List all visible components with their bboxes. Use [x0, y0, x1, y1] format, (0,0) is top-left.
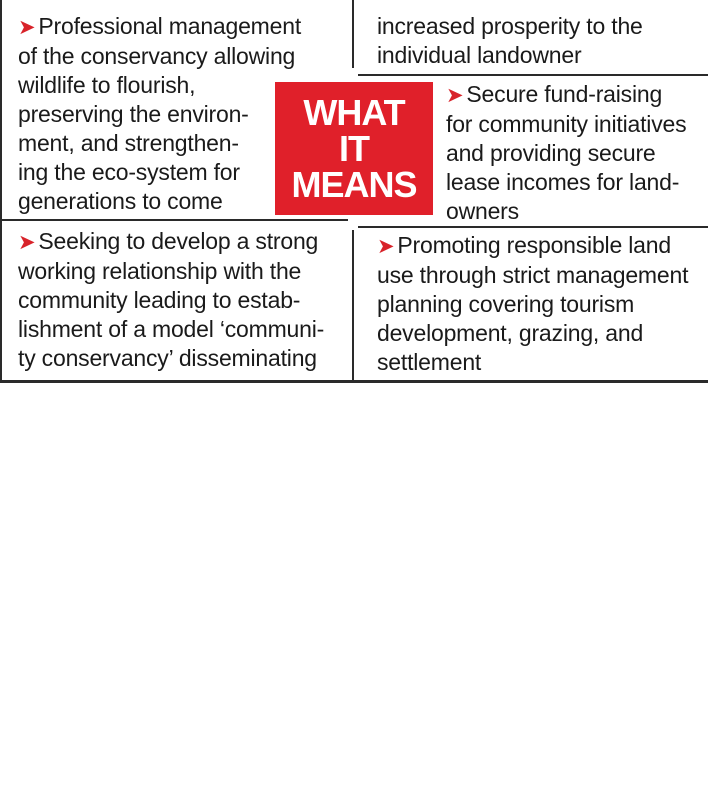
secure-fund-raising-item: [446, 80, 686, 226]
item-text-line: for community initiatives: [446, 111, 687, 137]
left-border: [0, 0, 2, 383]
right-top-divider: [358, 74, 708, 76]
item-text-line: planning covering tourism: [377, 291, 635, 317]
item-text-line: Seeking to develop a strong: [38, 228, 319, 254]
badge-line: IT: [339, 127, 369, 169]
what-it-means-panel: [0, 0, 708, 384]
left-middle-divider: [0, 219, 348, 221]
item-text-line: ty conservancy’ disseminating: [18, 345, 317, 371]
responsible-land-use-item: [377, 231, 688, 377]
arrow-bullet-icon: ➤: [446, 84, 464, 107]
arrow-bullet-icon: ➤: [377, 235, 395, 258]
item-text-line: preserving the environ-: [18, 101, 249, 127]
bottom-border: [0, 380, 708, 383]
arrow-bullet-icon: ➤: [18, 16, 36, 39]
badge-line: MEANS: [291, 163, 417, 205]
professional-management-item: [18, 12, 301, 216]
item-text-line: individual landowner: [377, 42, 582, 68]
item-text-line: ing the eco-system for: [18, 159, 240, 185]
what-it-means-badge: [275, 82, 433, 215]
item-text-line: development, grazing, and: [377, 320, 644, 346]
increased-prosperity-item: [377, 12, 643, 70]
item-text-line: generations to come: [18, 188, 223, 214]
badge-line: WHAT: [303, 91, 405, 133]
item-text-line: of the conservancy allowing: [18, 43, 296, 69]
item-text-line: settlement: [377, 349, 482, 375]
item-text-line: lishment of a model ‘communi-: [18, 316, 325, 342]
item-text-line: Professional management: [38, 13, 302, 39]
item-text-line: use through strict management: [377, 262, 689, 288]
item-text-line: working relationship with the: [18, 258, 302, 284]
item-text-line: lease incomes for land-: [446, 169, 680, 195]
center-divider-bottom: [352, 230, 354, 382]
item-text-line: increased prosperity to the: [377, 13, 643, 39]
right-middle-divider: [358, 226, 708, 228]
item-text-line: Promoting responsible land: [397, 232, 671, 258]
item-text-line: community leading to estab-: [18, 287, 301, 313]
arrow-bullet-icon: ➤: [18, 231, 36, 254]
working-relationship-item: [18, 227, 324, 373]
item-text-line: owners: [446, 198, 519, 224]
item-text-line: ment, and strengthen-: [18, 130, 239, 156]
item-text-line: and providing secure: [446, 140, 656, 166]
item-text-line: wildlife to flourish,: [18, 72, 196, 98]
center-divider-top: [352, 0, 354, 68]
item-text-line: Secure fund-raising: [466, 81, 663, 107]
